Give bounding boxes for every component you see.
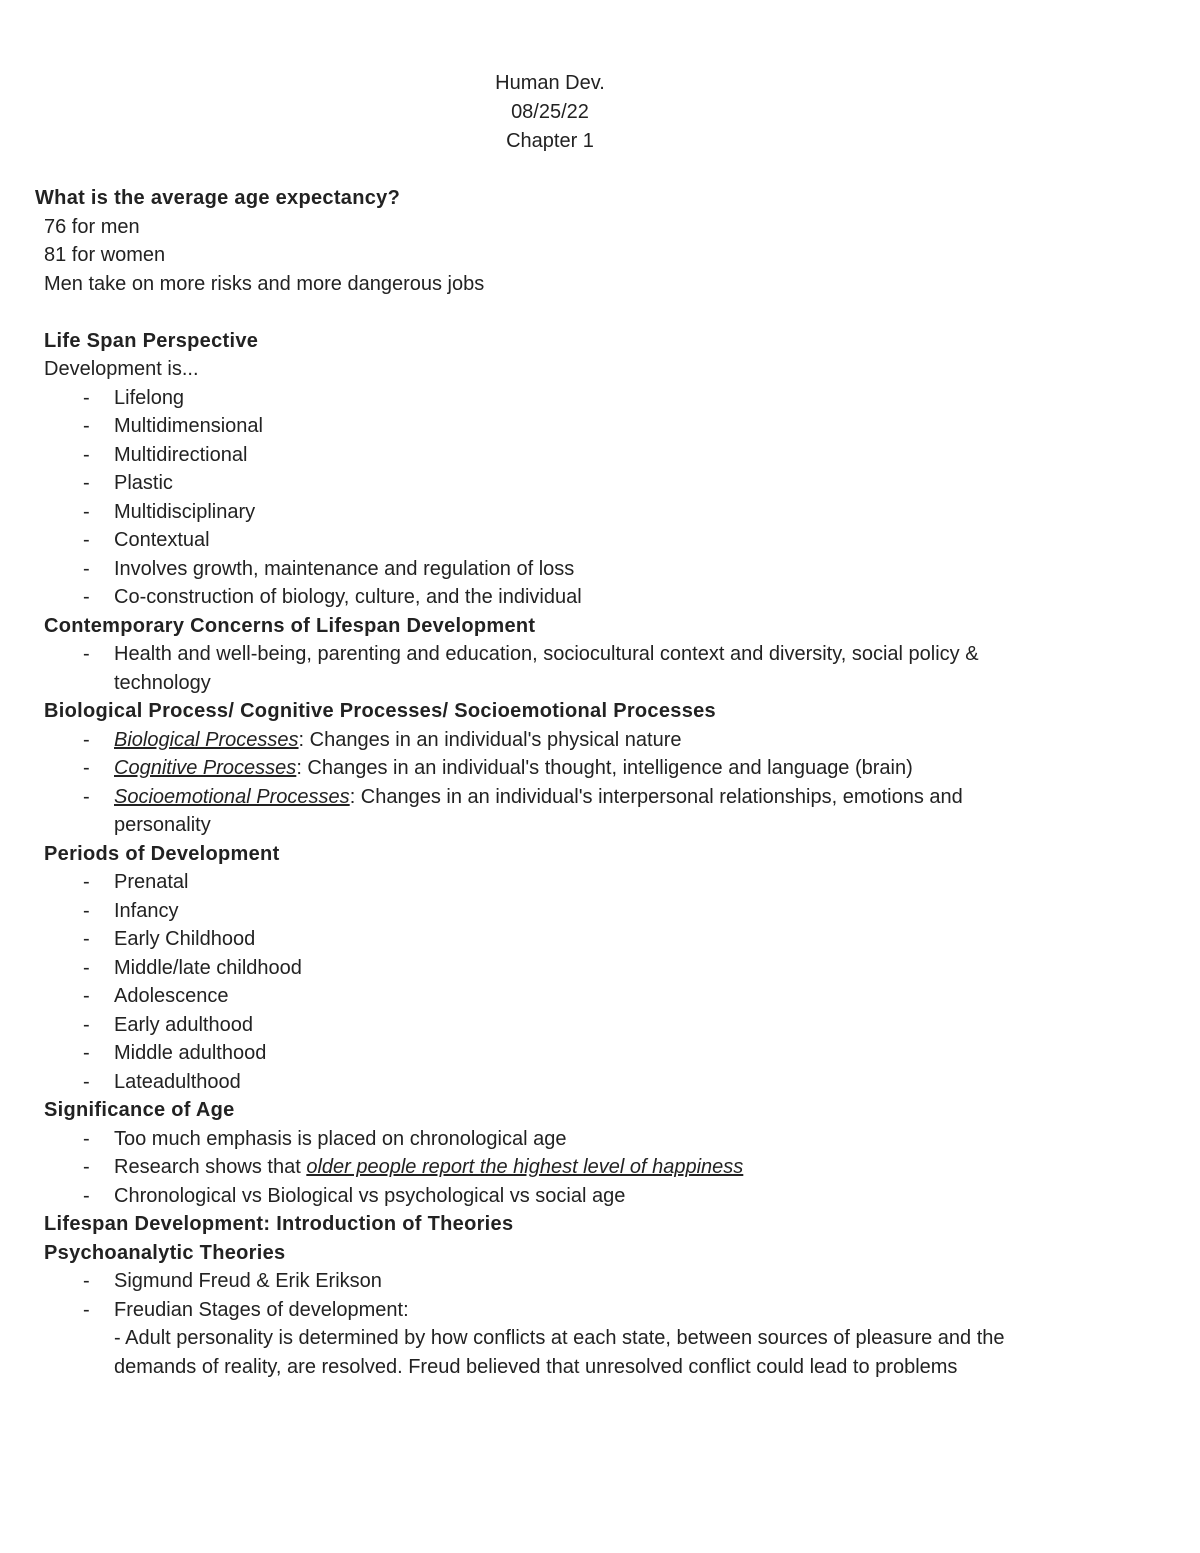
process-term: Biological Processes	[114, 728, 299, 751]
process-description: Changes in an individual's interpersonal relationships, emotions and personality	[114, 785, 963, 836]
document-chapter: Chapter 1	[506, 130, 594, 152]
list-item: - Socioemotional Processes: Changes in an individual's interpersonal relationships, emotions and personality	[83, 785, 963, 836]
list-item-text: Too much emphasis is placed on chronological age	[114, 1127, 567, 1150]
list-item-text: Contextual	[114, 529, 210, 551]
list-item: - Multidimensional	[83, 415, 263, 437]
list-item-text: Adolescence	[114, 985, 229, 1007]
list-item: - Contextual	[83, 529, 210, 551]
list-item: - Adolescence	[83, 985, 229, 1007]
list-item: - Biological Processes: Changes in an individual's physical nature	[83, 728, 682, 751]
list-item: - Plastic	[83, 472, 173, 494]
list-item-text: Prenatal	[114, 871, 189, 893]
freud-detail-text: - Adult personality is determined by how conflicts at each state, between sources of pleasure and the demands of reality, are resolved. Freud believed that unresolved conflict could lead to problems	[114, 1327, 1005, 1378]
document-date: 08/25/22	[511, 101, 589, 123]
list-item-text: Sigmund Freud & Erik Erikson	[114, 1270, 382, 1292]
list-item-text: Health and well-being, parenting and education, sociocultural context and diversity, social policy & technology	[114, 643, 979, 694]
list-item: - Sigmund Freud & Erik Erikson	[83, 1270, 382, 1292]
list-item: - Cognitive Processes: Changes in an individual's thought, intelligence and language (brain)	[83, 757, 913, 779]
theories-heading: Lifespan Development: Introduction of Theories	[44, 1213, 514, 1235]
list-item: - Lifelong	[83, 386, 185, 409]
document-body	[0, 184, 1200, 1381]
list-item: - Lateadulthood	[83, 1070, 241, 1093]
list-item: - Early Childhood	[83, 928, 256, 950]
age-list	[0, 1125, 1200, 1211]
concerns-heading: Contemporary Concerns of Lifespan Development	[44, 614, 536, 637]
process-description: Changes in an individual's physical nature	[304, 728, 682, 751]
list-item-text: Co-construction of biology, culture, and the individual	[114, 586, 582, 608]
psychoanalytic-heading: Psychoanalytic Theories	[44, 1241, 286, 1264]
list-item: - Co-construction of biology, culture, and the individual	[83, 586, 582, 608]
life-expectancy-men: 76 for men	[44, 215, 140, 238]
list-item: - Chronological vs Biological vs psychological vs social age	[83, 1184, 626, 1207]
life-expectancy-women: 81 for women	[44, 244, 166, 266]
list-item-text: Middle/late childhood	[114, 956, 302, 979]
list-item: - Involves growth, maintenance and regulation of loss	[83, 557, 575, 580]
process-separator: :	[298, 728, 305, 751]
life-expectancy-question: What is the average age expectancy?	[35, 187, 401, 209]
document-header	[0, 69, 1100, 156]
list-item-text: Multidimensional	[114, 415, 263, 437]
processes-heading: Biological Process/ Cognitive Processes/ Socioemotional Processes	[44, 700, 716, 722]
list-item-text: Early adulthood	[114, 1013, 253, 1036]
process-separator: :	[349, 785, 356, 808]
list-item: - Early adulthood	[83, 1013, 253, 1036]
list-item: - Too much emphasis is placed on chronological age	[83, 1127, 567, 1150]
life-span-intro: Development is...	[44, 358, 199, 380]
periods-heading: Periods of Development	[44, 842, 280, 865]
concerns-list	[0, 640, 1200, 697]
list-item-text: Multidisciplinary	[114, 500, 256, 523]
list-item-text: Lifelong	[114, 386, 185, 409]
list-item-text: Multidirectional	[114, 443, 248, 466]
list-item: - Freudian Stages of development: - Adult personality is determined by how conflicts at each state, between sources of pleasure and the demands of reality, are resolved. Freud believed that unresolved conflict could lead to problems	[83, 1298, 1005, 1378]
list-item: - Multidisciplinary	[83, 500, 256, 523]
life-span-heading: Life Span Perspective	[44, 329, 259, 352]
process-description: Changes in an individual's thought, intelligence and language (brain)	[301, 757, 913, 779]
list-item-text: Plastic	[114, 472, 173, 494]
psychoanalytic-list	[0, 1267, 1200, 1381]
periods-list	[0, 868, 1200, 1096]
list-item-text: Lateadulthood	[114, 1070, 241, 1093]
list-item-text: Research shows that	[114, 1156, 307, 1178]
age-heading: Significance of Age	[44, 1099, 235, 1121]
list-item: - Middle adulthood	[83, 1042, 267, 1064]
list-item-text: Middle adulthood	[114, 1042, 267, 1064]
list-item-text: Chronological vs Biological vs psychological vs social age	[114, 1184, 626, 1207]
list-item: - Infancy	[83, 899, 179, 922]
process-separator: :	[296, 757, 302, 779]
list-item-text: Early Childhood	[114, 928, 256, 950]
document-title: Human Dev.	[495, 72, 605, 94]
emphasized-text: older people report the highest level of happiness	[306, 1156, 744, 1178]
life-span-list	[0, 384, 1200, 612]
list-item: - Middle/late childhood	[83, 956, 302, 979]
life-expectancy-note: Men take on more risks and more dangerous jobs	[44, 272, 485, 295]
process-term: Socioemotional Processes	[114, 785, 350, 808]
blank-line	[0, 298, 1200, 327]
list-item-text: Infancy	[114, 899, 179, 922]
list-item: - Prenatal	[83, 871, 189, 893]
process-term: Cognitive Processes	[114, 757, 297, 779]
list-item: - Health and well-being, parenting and education, sociocultural context and diversity, social policy & technology	[83, 643, 979, 694]
list-item: - Multidirectional	[83, 443, 248, 466]
list-item-text: Freudian Stages of development:	[114, 1298, 409, 1321]
processes-list	[0, 726, 1200, 840]
list-item: - Research shows that older people report the highest level of happiness	[83, 1156, 744, 1178]
list-item-text: Involves growth, maintenance and regulation of loss	[114, 557, 575, 580]
